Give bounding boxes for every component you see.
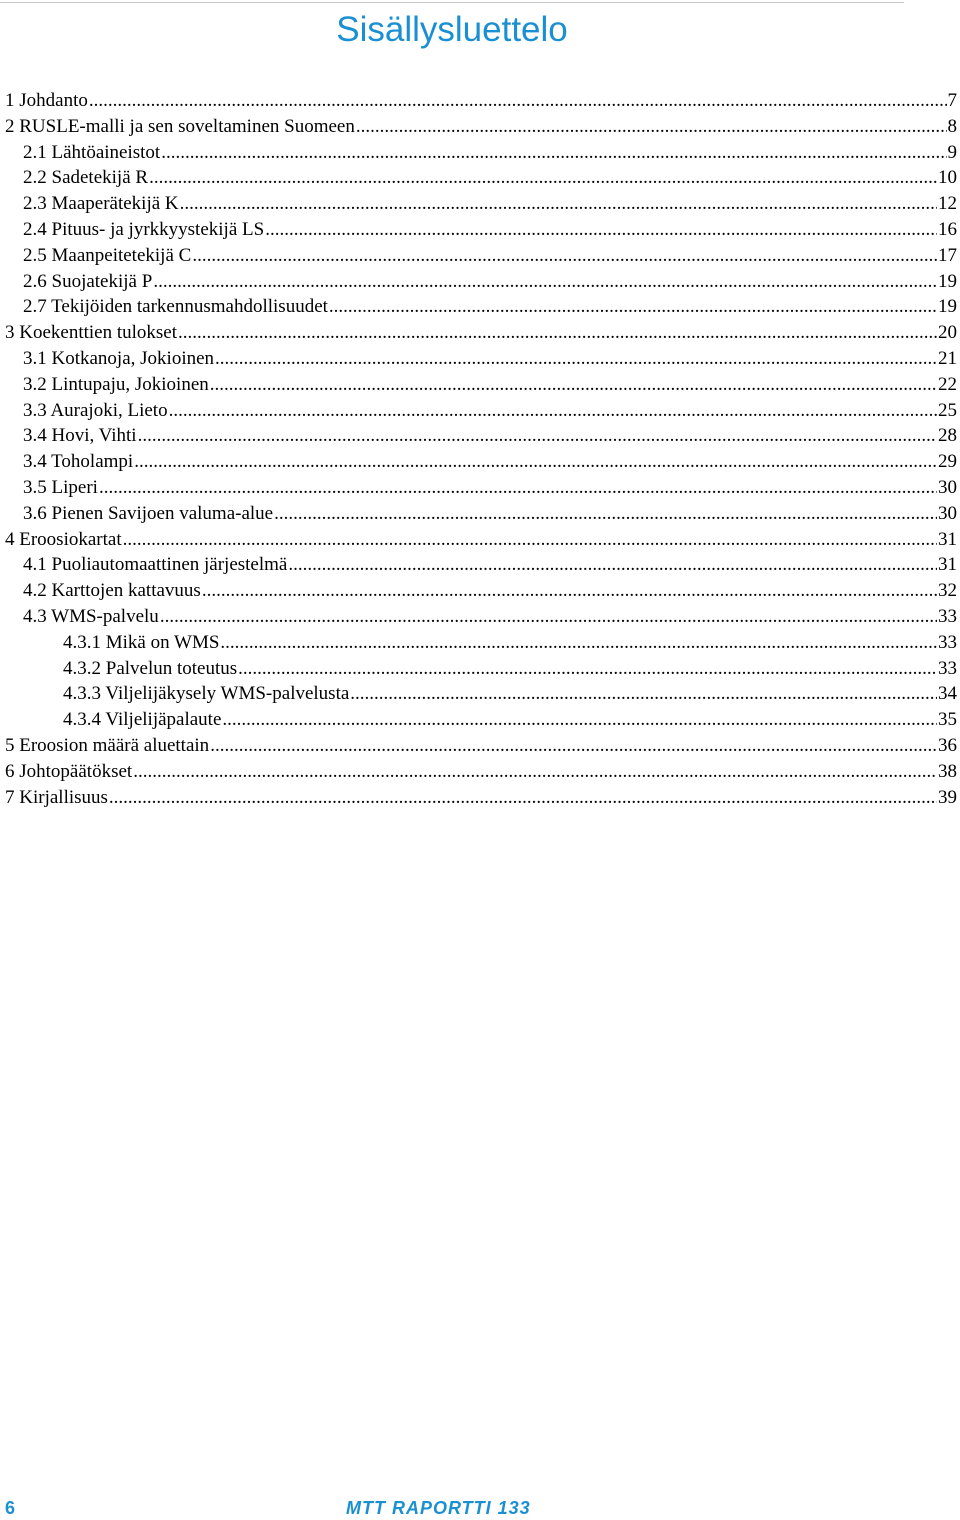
toc-entry-label: 3.1 Kotkanoja, Jokioinen: [23, 347, 215, 369]
toc-entry-page: 35: [938, 709, 957, 731]
toc-dot-leader: [99, 475, 937, 501]
toc-entry-label: 4.3.3 Viljelijäkysely WMS-palvelusta: [63, 683, 350, 705]
toc-entry[interactable]: [5, 759, 957, 785]
toc-entry-page: 33: [938, 605, 957, 627]
toc-entry[interactable]: [5, 501, 957, 527]
toc-dot-leader: [274, 501, 937, 527]
toc-entry-page: 25: [938, 399, 957, 421]
toc-entry-label: 4.3.2 Palvelun toteutus: [63, 657, 238, 679]
toc-entry-label: 3.4 Hovi, Vihti: [23, 425, 137, 447]
toc-entry-page: 12: [938, 193, 957, 215]
toc-entry-page: 28: [938, 425, 957, 447]
toc-entry-page: 34: [938, 683, 957, 705]
toc-dot-leader: [169, 398, 937, 424]
toc-entry-label: 3.6 Pienen Savijoen valuma-alue: [23, 502, 274, 524]
toc-entry-label: 4.2 Karttojen kattavuus: [23, 580, 201, 602]
toc-entry[interactable]: [5, 681, 957, 707]
toc-dot-leader: [329, 294, 937, 320]
toc-dot-leader: [215, 346, 937, 372]
toc-entry[interactable]: [5, 191, 957, 217]
toc-entry-label: 6 Johtopäätökset: [5, 760, 133, 782]
toc-entry-label: 2.5 Maanpeitetekijä C: [23, 244, 192, 266]
toc-entry[interactable]: [5, 475, 957, 501]
toc-dot-leader: [133, 759, 937, 785]
toc-entry[interactable]: [5, 114, 957, 140]
toc-entry-label: 3.3 Aurajoki, Lieto: [23, 399, 168, 421]
toc-entry[interactable]: [5, 552, 957, 578]
toc-entry-label: 3.4 Toholampi: [23, 451, 134, 473]
toc-entry-page: 31: [938, 554, 957, 576]
toc-entry-page: 31: [938, 528, 957, 550]
toc-dot-leader: [153, 269, 937, 295]
toc-entry[interactable]: [5, 527, 957, 553]
toc-entry[interactable]: [5, 269, 957, 295]
toc-dot-leader: [178, 320, 937, 346]
footer-page-number: 6: [5, 1498, 16, 1518]
toc-entry[interactable]: [5, 785, 957, 811]
toc-entry-label: 3.2 Lintupaju, Jokioinen: [23, 373, 209, 395]
toc-entry[interactable]: [5, 217, 957, 243]
toc-entry[interactable]: [5, 630, 957, 656]
toc-entry-label: 4.3.4 Viljelijäpalaute: [63, 709, 222, 731]
toc-dot-leader: [222, 707, 937, 733]
toc-entry-label: 3.5 Liperi: [23, 476, 98, 498]
toc-entry[interactable]: [5, 243, 957, 269]
toc-dot-leader: [288, 552, 937, 578]
toc-dot-leader: [350, 681, 937, 707]
toc-entry-label: 2.7 Tekijöiden tarkennusmahdollisuudet: [23, 296, 328, 318]
toc-dot-leader: [149, 165, 937, 191]
top-rule: [0, 2, 904, 3]
toc-entry-page: 16: [938, 218, 957, 240]
toc-dot-leader: [123, 527, 937, 553]
toc-dot-leader: [220, 630, 937, 656]
toc-entry-label: 2.4 Pituus- ja jyrkkyystekijä LS: [23, 218, 265, 240]
toc-entry[interactable]: [5, 656, 957, 682]
toc-entry-label: 1 Johdanto: [5, 90, 88, 111]
toc-dot-leader: [192, 243, 937, 269]
toc-entry[interactable]: [5, 320, 957, 346]
toc-entry-page: 38: [938, 760, 957, 782]
toc-entry-label: 2.3 Maaperätekijä K: [23, 193, 179, 215]
toc-entry-label: 4 Eroosiokartat: [5, 528, 122, 550]
toc-entry-page: 29: [938, 451, 957, 473]
toc-dot-leader: [138, 423, 937, 449]
toc-entry-label: 4.3 WMS-palvelu: [23, 605, 159, 627]
toc-entry[interactable]: [5, 707, 957, 733]
table-of-contents: [5, 88, 957, 810]
toc-entry-page: 33: [938, 657, 957, 679]
toc-entry-page: 8: [947, 115, 957, 137]
toc-dot-leader: [89, 88, 947, 114]
toc-entry-page: 19: [938, 296, 957, 318]
toc-dot-leader: [180, 191, 937, 217]
toc-entry-page: 39: [938, 786, 957, 808]
toc-entry[interactable]: [5, 346, 957, 372]
toc-entry-label: 2.2 Sadetekijä R: [23, 167, 149, 189]
toc-entry[interactable]: [5, 398, 957, 424]
toc-entry-page: 30: [938, 502, 957, 524]
toc-entry-page: 17: [938, 244, 957, 266]
toc-entry-page: 7: [947, 90, 957, 111]
toc-dot-leader: [161, 140, 946, 166]
toc-entry-page: 21: [938, 347, 957, 369]
toc-entry-page: 30: [938, 476, 957, 498]
toc-entry[interactable]: [5, 733, 957, 759]
toc-dot-leader: [210, 733, 937, 759]
toc-entry-page: 9: [947, 141, 957, 163]
toc-entry[interactable]: [5, 449, 957, 475]
toc-dot-leader: [202, 578, 937, 604]
toc-entry-label: 4.3.1 Mikä on WMS: [63, 631, 220, 653]
toc-entry[interactable]: [5, 578, 957, 604]
toc-entry-label: 2 RUSLE-malli ja sen soveltaminen Suomeen: [5, 115, 355, 137]
toc-entry-label: 4.1 Puoliautomaattinen järjestelmä: [23, 554, 288, 576]
toc-dot-leader: [356, 114, 947, 140]
toc-entry-label: 2.1 Lähtöaineistot: [23, 141, 161, 163]
toc-entry-page: 32: [938, 580, 957, 602]
toc-entry[interactable]: [5, 372, 957, 398]
toc-dot-leader: [109, 785, 937, 811]
toc-dot-leader: [265, 217, 937, 243]
toc-entry[interactable]: [5, 140, 957, 166]
toc-entry-label: 2.6 Suojatekijä P: [23, 270, 153, 292]
toc-dot-leader: [210, 372, 937, 398]
toc-entry[interactable]: [5, 165, 957, 191]
toc-entry-label: 7 Kirjallisuus: [5, 786, 108, 808]
toc-entry-page: 19: [938, 270, 957, 292]
toc-entry-label: 3 Koekenttien tulokset: [5, 322, 178, 344]
toc-entry-label: 5 Eroosion määrä aluettain: [5, 734, 210, 756]
page-title: Sisällysluettelo: [336, 10, 568, 49]
toc-entry[interactable]: [5, 294, 957, 320]
toc-dot-leader: [160, 604, 937, 630]
toc-entry[interactable]: [5, 604, 957, 630]
toc-entry-page: 36: [938, 734, 957, 756]
toc-entry-page: 10: [938, 167, 957, 189]
toc-entry-page: 22: [938, 373, 957, 395]
footer-brand: MTT RAPORTTI 133: [346, 1498, 531, 1518]
toc-entry-page: 33: [938, 631, 957, 653]
toc-entry[interactable]: [5, 423, 957, 449]
toc-dot-leader: [238, 656, 937, 682]
toc-entry-page: 20: [938, 322, 957, 344]
toc-dot-leader: [134, 449, 937, 475]
toc-entry[interactable]: [5, 88, 957, 114]
